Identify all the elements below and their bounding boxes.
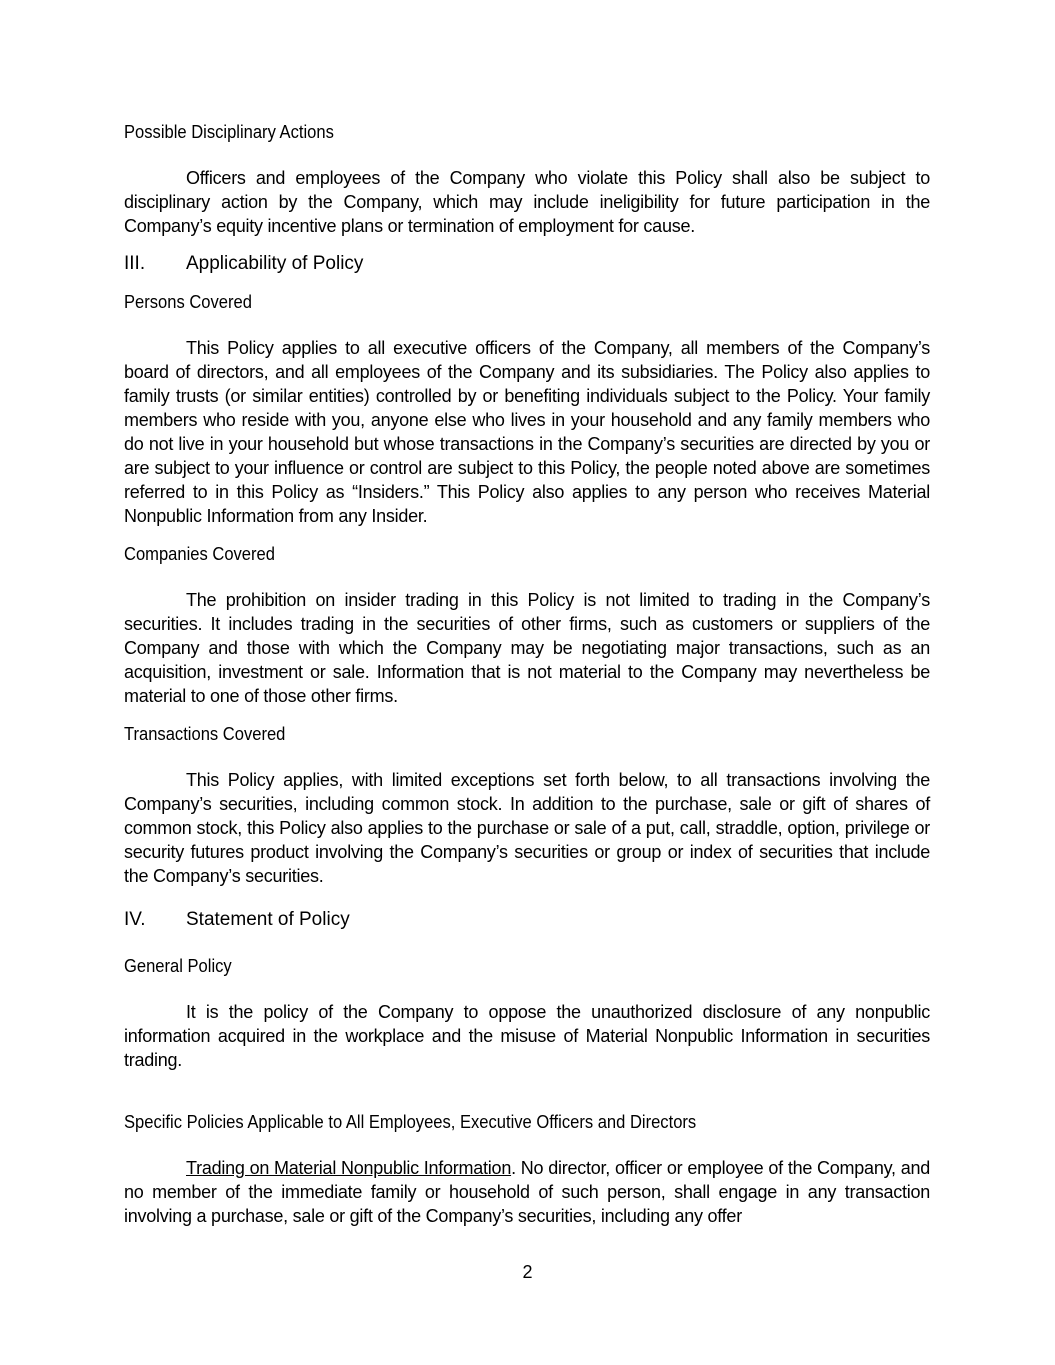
transactions-covered-heading: Transactions Covered	[124, 724, 286, 744]
persons-covered-heading: Persons Covered	[124, 292, 252, 312]
section-3-heading	[124, 252, 930, 276]
trading-paragraph	[124, 1156, 930, 1228]
trading-on-mnpi-text: . No director, officer or employee of the Company, and no member of the immediate family or household of such person, shall engage in any transaction involving a purchase, sale or gift of the Company’s securities, including any offer	[124, 1158, 930, 1226]
section-3-number: III.	[124, 253, 146, 274]
disciplinary-heading: Possible Disciplinary Actions	[124, 122, 334, 142]
document-page	[124, 120, 930, 1228]
general-policy-heading: General Policy	[124, 956, 232, 976]
page-number: 2	[522, 1262, 533, 1282]
companies-covered-paragraph: The prohibition on insider trading in this Policy is not limited to trading in the Company’s securities. It includes trading in the securities of other firms, such as customers or suppliers of the Company and those with which the Company may be negotiating major transactions, such as an acquisition, investment or sale. Information that is not material to the Company may nevertheless be material to one of those other firms.	[124, 590, 930, 706]
companies-covered-heading: Companies Covered	[124, 544, 275, 564]
trading-on-mnpi-label: Trading on Material Nonpublic Information	[186, 1158, 512, 1178]
specific-policies-heading: Specific Policies Applicable to All Employees, Executive Officers and Directors	[124, 1112, 697, 1132]
section-3-title: Applicability of Policy	[186, 253, 364, 274]
general-policy-paragraph: It is the policy of the Company to oppose the unauthorized disclosure of any nonpublic information acquired in the workplace and the misuse of Material Nonpublic Information in securities trading.	[124, 1002, 930, 1070]
section-4-title: Statement of Policy	[186, 909, 350, 930]
section-4-number: IV.	[124, 909, 146, 930]
section-4-heading	[124, 908, 930, 932]
transactions-covered-paragraph: This Policy applies, with limited exceptions set forth below, to all transactions involving the Company’s securities, including common stock. In addition to the purchase, sale or gift of shares of common stock, this Policy also applies to the purchase or sale of a put, call, straddle, option, privilege or security futures product involving the Company’s securities or group or index of securities that include the Company’s securities.	[124, 770, 930, 886]
disciplinary-paragraph: Officers and employees of the Company who violate this Policy shall also be subject to disciplinary action by the Company, which may include ineligibility for future participation in the Company’s equity incentive plans or termination of employment for cause.	[124, 168, 930, 236]
persons-covered-paragraph: This Policy applies to all executive officers of the Company, all members of the Company’s board of directors, and all employees of the Company and its subsidiaries. The Policy also applies to family trusts (or similar entities) controlled by or benefiting individuals subject to the Policy. Your family members who reside with you, anyone else who lives in your household and any family members who do not live in your household but whose transactions in the Company’s securities are directed by you or are subject to your influence or control are subject to this Policy, the people noted above are sometimes referred to in this Policy as “Insiders.” This Policy also applies to any person who receives Material Nonpublic Information from any Insider.	[124, 338, 930, 526]
